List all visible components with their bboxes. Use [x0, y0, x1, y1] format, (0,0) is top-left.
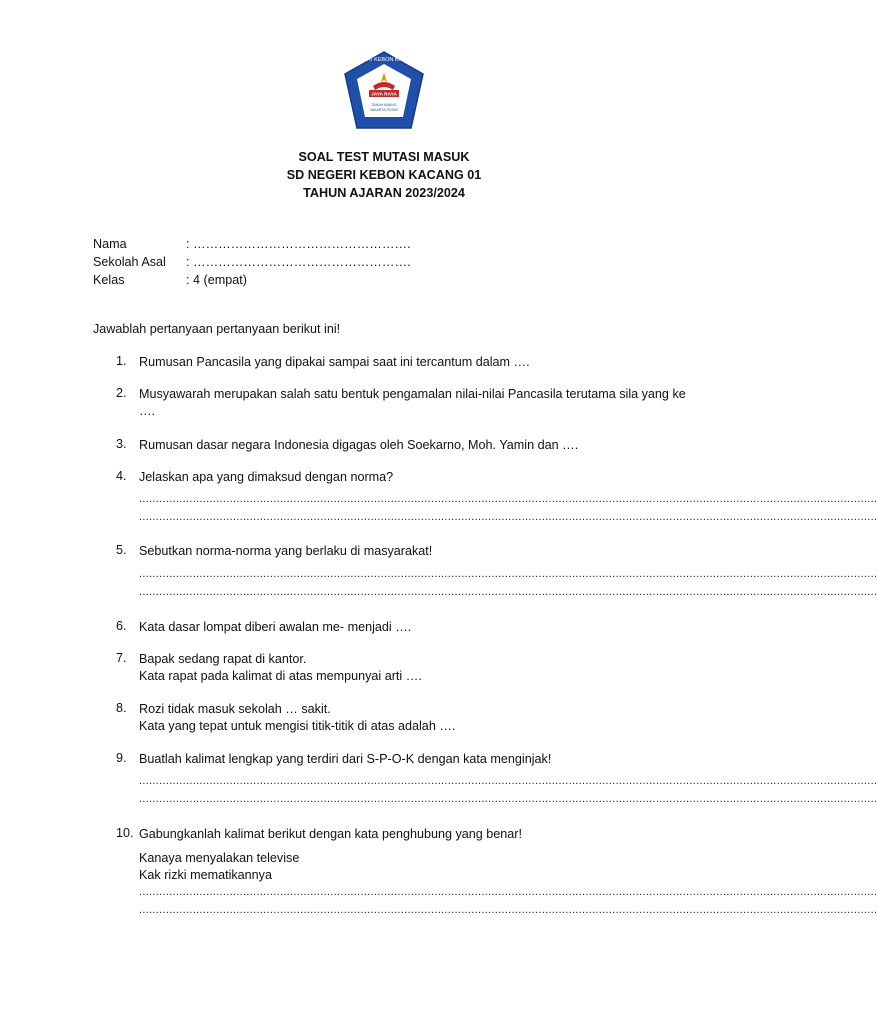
question-text: Buatlah kalimat lengkap yang terdiri dari S-P-O-K dengan kata menginjak!	[139, 752, 552, 766]
logo-ring-text	[342, 57, 425, 63]
svg-text:JAKARTA PUSAT: JAKARTA PUSAT	[369, 108, 399, 112]
info-label-sekolah-asal: Sekolah Asal	[93, 255, 166, 269]
answer-line[interactable]: ............................................................................................................................................................................................................................	[139, 493, 877, 505]
answer-line[interactable]: ............................................................................................................................................................................................................................	[139, 775, 877, 787]
question-text: Musyawarah merupakan salah satu bentuk pengamalan nilai-nilai Pancasila terutama sila yang ke ….	[139, 387, 686, 418]
question-text: Rumusan Pancasila yang dipakai sampai saat ini tercantum dalam ….	[139, 355, 530, 369]
svg-text:SD NEGERI KEBON KACANG 01: SD NEGERI KEBON KACANG 01	[342, 57, 426, 63]
question-2	[116, 386, 696, 420]
question-8	[116, 701, 696, 735]
question-text: Rozi tidak masuk sekolah … sakit.	[139, 702, 331, 716]
school-name: SD NEGERI KEBON KACANG 01	[286, 168, 482, 182]
question-10	[116, 826, 696, 884]
school-logo	[343, 50, 425, 130]
answer-line[interactable]: ............................................................................................................................................................................................................................	[139, 586, 877, 598]
question-3	[116, 437, 696, 454]
info-label-nama: Nama	[93, 237, 127, 251]
question-number: 8.	[116, 701, 127, 715]
question-text-line2: Kata yang tepat untuk mengisi titik-titik di atas adalah ….	[139, 719, 456, 733]
question-5	[116, 543, 696, 560]
question-text: Jelaskan apa yang dimaksud dengan norma?	[139, 470, 394, 484]
answer-line[interactable]: ............................................................................................................................................................................................................................	[139, 886, 877, 898]
instruction: Jawablah pertanyaan pertanyaan berikut ini!	[93, 322, 341, 336]
answer-line[interactable]: ............................................................................................................................................................................................................................	[139, 568, 877, 580]
question-number: 4.	[116, 469, 127, 483]
document-title: SOAL TEST MUTASI MASUK	[298, 150, 470, 164]
question-text: Kata dasar lompat diberi awalan me- menjadi ….	[139, 620, 412, 634]
question-number: 9.	[116, 751, 127, 765]
question-number: 5.	[116, 543, 127, 557]
info-label-kelas: Kelas	[93, 273, 125, 287]
question-text-line2: Kata rapat pada kalimat di atas mempunyai arti ….	[139, 669, 422, 683]
question-number: 3.	[116, 437, 127, 451]
question-number: 2.	[116, 386, 127, 400]
question-1	[116, 354, 696, 371]
answer-line[interactable]: ............................................................................................................................................................................................................................	[139, 793, 877, 805]
answer-line[interactable]: ............................................................................................................................................................................................................................	[139, 511, 877, 523]
question-text: Rumusan dasar negara Indonesia digagas oleh Soekarno, Moh. Yamin dan ….	[139, 438, 579, 452]
question-text: Bapak sedang rapat di kantor.	[139, 652, 307, 666]
question-7	[116, 651, 696, 685]
info-field-kelas: : 4 (empat)	[186, 273, 247, 287]
question-text: Gabungkanlah kalimat berikut dengan kata penghubung yang benar!	[139, 827, 522, 841]
question-number: 10.	[116, 826, 134, 840]
academic-year: TAHUN AJARAN 2023/2024	[303, 186, 465, 200]
question-4	[116, 469, 696, 486]
svg-text:JAYA RAYA: JAYA RAYA	[371, 92, 397, 98]
answer-line[interactable]: ............................................................................................................................................................................................................................	[139, 904, 877, 916]
question-sentence-2: Kak rizki mematikannya	[139, 868, 272, 882]
info-field-nama: : …………………………………………….	[186, 237, 411, 251]
question-number: 7.	[116, 651, 127, 665]
info-field-sekolah-asal: : …………………………………………….	[186, 255, 411, 269]
question-sentence-1: Kanaya menyalakan televise	[139, 851, 300, 865]
question-9	[116, 751, 696, 768]
question-text: Sebutkan norma-norma yang berlaku di masyarakat!	[139, 544, 433, 558]
svg-text:TANAH ABANG: TANAH ABANG	[371, 103, 397, 107]
question-number: 6.	[116, 619, 127, 633]
question-number: 1.	[116, 354, 127, 368]
question-6	[116, 619, 696, 636]
